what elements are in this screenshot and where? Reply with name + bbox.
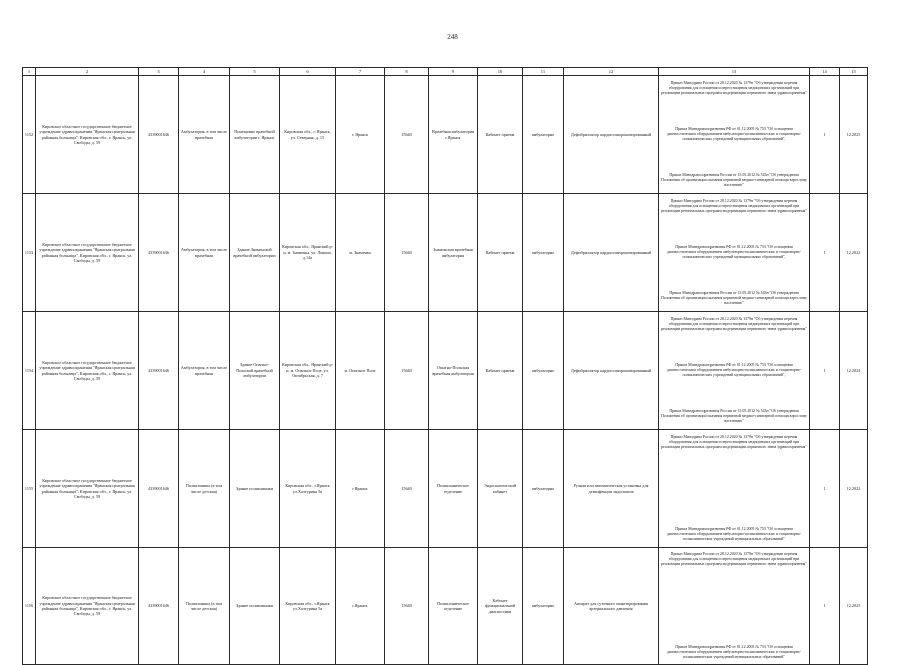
room-cell: Кабинет приема (478, 76, 523, 194)
code-cell: 15640 (385, 194, 429, 312)
room-cell: Кабинет функциональной диагностики (478, 548, 523, 665)
quantity-cell: 1 (810, 194, 840, 312)
room-cell: Кабинет приема (478, 194, 523, 312)
table-row (23, 312, 868, 430)
regulation-list (661, 79, 808, 191)
regulation-list (661, 197, 808, 309)
column-number: 6 (280, 68, 336, 76)
building-cell: Здание Знаменской врачебной амбулатории (230, 194, 280, 312)
table-row (23, 76, 868, 194)
column-number: 1 (23, 68, 36, 76)
column-number: 3 (139, 68, 179, 76)
regulation-item: Приказ Минздравсоцразвития РФ от 01.12.2005 № 753 "Об оснащении диагностическим оборудованием амбулаторно-поликлинических и стационарно-поликлинических учреждений муниципальных образований" (666, 644, 802, 659)
column-number: 12 (564, 68, 659, 76)
unit-cell: Поликлиническое отделение (429, 430, 478, 548)
table-row (23, 548, 868, 665)
address-cell: Кировская обл., г.Яранск ул.Халтурина 5а (280, 430, 336, 548)
unit-cell: Опытно-Польская врачебная амбулатория (429, 312, 478, 430)
equipment-cell: Ручная или автоматическая установка для дезинфекции эндоскопов (564, 430, 659, 548)
column-number: 4 (179, 68, 230, 76)
facility-type-cell: Амбулатория, в том числе врачебная (179, 312, 230, 430)
table-row (23, 194, 868, 312)
regulations-cell (659, 548, 810, 665)
page-number: 248 (447, 33, 458, 41)
locality-cell: г.Яранск (336, 430, 385, 548)
locality-cell: г. Яранск (336, 76, 385, 194)
column-number: 7 (336, 68, 385, 76)
address-cell: Кировская обл., Яранский р-н, м. Знаменка, ул. Ленина, д.14а (280, 194, 336, 312)
column-number: 11 (523, 68, 564, 76)
regulation-item: Приказ Минздравсоцразвития РФ от 01.12.2005 № 753 "Об оснащении диагностическим оборудованием амбулаторно-поликлинических и стационарно-поликлинических учреждений муниципальных образований", (666, 126, 802, 142)
regulation-list (661, 315, 808, 427)
regulation-item: Приказ Минздравсоцразвития России от 15.05.2012 № 543н "Об утверждении Положения об организации оказания первичной медико-санитарной помощи взрослому населению" (661, 409, 807, 424)
care-form-cell: амбулаторно (523, 194, 564, 312)
code-cell: 15640 (385, 430, 429, 548)
date-cell: 12.2022 (840, 194, 868, 312)
unit-cell: Врачебная амбулатория г.Яранск (429, 76, 478, 194)
inn-cell: 4339001646 (139, 76, 179, 194)
facility-type-cell: Поликлиника (в том числе детская) (179, 430, 230, 548)
inn-cell: 4339001646 (139, 194, 179, 312)
equipment-cell: Дефибриллятор кардиосинхронизированный (564, 76, 659, 194)
building-cell: Здание Опытно-Польской врачебной амбулатории (230, 312, 280, 430)
organization-cell: Кировское областное государственное бюджетное учреждение здравоохранения "Яранская центральная районная больница", Кировская обл., г. Яранск, ул. Свободы, д. 59 (36, 430, 139, 548)
unit-cell: Знаменская врачебная амбулатория (429, 194, 478, 312)
locality-cell: г.Яранск (336, 548, 385, 665)
row-number: 1152 (23, 76, 36, 194)
regulation-item: Приказ Минздрава России от 28.12.2020 № 1379н "Об утверждении перечня оборудования для оснащения и переоснащения медицинских организаций при реализации региональных программ модернизации первичного звена здравоохранения" (661, 552, 807, 567)
inn-cell: 4339001646 (139, 312, 179, 430)
regulation-item: Приказ Минздрава России от 28.12.2020 № 1379н "Об утверждении перечня оборудования для оснащения и переоснащения медицинских организаций при реализации региональных программ модернизации первичного звена здравоохранения" (661, 434, 807, 449)
row-number: 1154 (23, 312, 36, 430)
regulations-cell (659, 312, 810, 430)
care-form-cell: амбулаторно (523, 430, 564, 548)
building-cell: Здание поликлиники (230, 430, 280, 548)
date-cell: 12.2022 (840, 430, 868, 548)
regulation-item: Приказ Минздравсоцразвития РФ от 01.12.2005 № 753 "Об оснащении диагностическим оборудованием амбулаторно-поликлинических и стационарно-поликлинических учреждений муниципальных образований" (666, 527, 802, 542)
care-form-cell: амбулаторно (523, 76, 564, 194)
locality-cell: м. Опытное Поле (336, 312, 385, 430)
address-cell: Кировская обл., г.Яранск ул.Халтурина 5а (280, 548, 336, 665)
building-cell: Здание поликлиники (230, 548, 280, 665)
table-row (23, 430, 868, 548)
column-number: 2 (36, 68, 139, 76)
unit-cell: Поликлиническое отделение (429, 548, 478, 665)
regulation-item: Приказ Минздравсоцразвития России от 15.05.2012 № 543н "Об утверждении Положения об организации оказания первичной медико-санитарной помощи взрослому населению" (661, 291, 807, 306)
column-number: 5 (230, 68, 280, 76)
code-cell: 15640 (385, 76, 429, 194)
column-number: 14 (810, 68, 840, 76)
row-number: 1156 (23, 548, 36, 665)
regulation-item: Приказ Минздравсоцразвития России от 15.05.2012 № 543н "Об утверждении Положения об организации оказания первичной медико-санитарной помощи взрослому населению" (661, 173, 807, 188)
regulation-item: Приказ Минздрава России от 28.12.2020 № 1379н "Об утверждении перечня оборудования для оснащения и переоснащения медицинских организаций при реализации региональных программ модернизации первичного звена здравоохранения" (661, 80, 807, 95)
code-cell: 15640 (385, 312, 429, 430)
column-number-row (23, 68, 868, 76)
regulation-list (661, 433, 808, 545)
inn-cell: 4339001646 (139, 430, 179, 548)
quantity-cell: 1 (810, 430, 840, 548)
date-cell: 12.2024 (840, 312, 868, 430)
organization-cell: Кировское областное государственное бюджетное учреждение здравоохранения "Яранская центральная районная больница", Кировская обл., г. Яранск, ул. Свободы, д. 59 (36, 548, 139, 665)
regulations-cell (659, 194, 810, 312)
locality-cell: м. Знаменка (336, 194, 385, 312)
quantity-cell: 1 (810, 76, 840, 194)
room-cell: Эндоскопический кабинет (478, 430, 523, 548)
regulations-cell (659, 430, 810, 548)
regulation-item: Приказ Минздрава России от 28.12.2020 № 1379н "Об утверждении перечня оборудования для оснащения и переоснащения медицинских организаций при реализации региональных программ модернизации первичного звена здравоохранения" (661, 198, 807, 213)
regulation-list (661, 550, 808, 662)
row-number: 1155 (23, 430, 36, 548)
organization-cell: Кировское областное государственное бюджетное учреждение здравоохранения "Яранская центральная районная больница", Кировская обл., г. Яранск, ул. Свободы, д. 59 (36, 312, 139, 430)
inn-cell: 4339001646 (139, 548, 179, 665)
column-number: 10 (478, 68, 523, 76)
column-number: 15 (840, 68, 868, 76)
regulation-item: Приказ Минздрава России от 28.12.2020 № 1379н "Об утверждении перечня оборудования для оснащения и переоснащения медицинских организаций при реализации региональных программ модернизации первичного звена здравоохранения" (661, 316, 807, 331)
regulations-cell (659, 76, 810, 194)
column-number: 9 (429, 68, 478, 76)
address-cell: Кировская обл., г. Яранск, ул. Северная, д. 15 (280, 76, 336, 194)
equipment-cell: Дефибриллятор кардиосинхронизированный (564, 194, 659, 312)
date-cell: 12.2025 (840, 548, 868, 665)
organization-cell: Кировское областное государственное бюджетное учреждение здравоохранения "Яранская центральная районная больница", Кировская обл., г. Яранск, ул. Свободы, д. 59 (36, 76, 139, 194)
quantity-cell: 1 (810, 548, 840, 665)
equipment-registry-table (22, 67, 868, 665)
column-number: 8 (385, 68, 429, 76)
regulation-item: Приказ Минздравсоцразвития РФ от 01.12.2005 № 753 "Об оснащении диагностическим оборудованием амбулаторно-поликлинических и стационарно-поликлинических учреждений муниципальных образований", (666, 362, 802, 378)
regulation-item: Приказ Минздравсоцразвития РФ от 01.12.2005 № 753 "Об оснащении диагностическим оборудованием амбулаторно-поликлинических и стационарно-поликлинических учреждений муниципальных образований", (666, 244, 802, 260)
equipment-cell: Дефибриллятор кардиосинхронизированный (564, 312, 659, 430)
care-form-cell: амбулаторно (523, 548, 564, 665)
equipment-cell: Аппарат для суточного мониторирования артериального давления (564, 548, 659, 665)
code-cell: 15640 (385, 548, 429, 665)
address-cell: Кировская обл., Яранский р-н, м. Опытное Поле, ул. Октябрьская, д. 7 (280, 312, 336, 430)
facility-type-cell: Амбулатория, в том числе врачебная (179, 76, 230, 194)
quantity-cell: 1 (810, 312, 840, 430)
care-form-cell: амбулаторно (523, 312, 564, 430)
organization-cell: Кировское областное государственное бюджетное учреждение здравоохранения "Яранская центральная районная больница", Кировская обл., г. Яранск, ул. Свободы, д. 59 (36, 194, 139, 312)
column-number: 13 (659, 68, 810, 76)
building-cell: Помещение врачебной амбулатории г. Яранск (230, 76, 280, 194)
room-cell: Кабинет приема (478, 312, 523, 430)
facility-type-cell: Поликлиника (в том числе детская) (179, 548, 230, 665)
row-number: 1153 (23, 194, 36, 312)
facility-type-cell: Амбулатория, в том числе врачебная (179, 194, 230, 312)
date-cell: 12.2025 (840, 76, 868, 194)
